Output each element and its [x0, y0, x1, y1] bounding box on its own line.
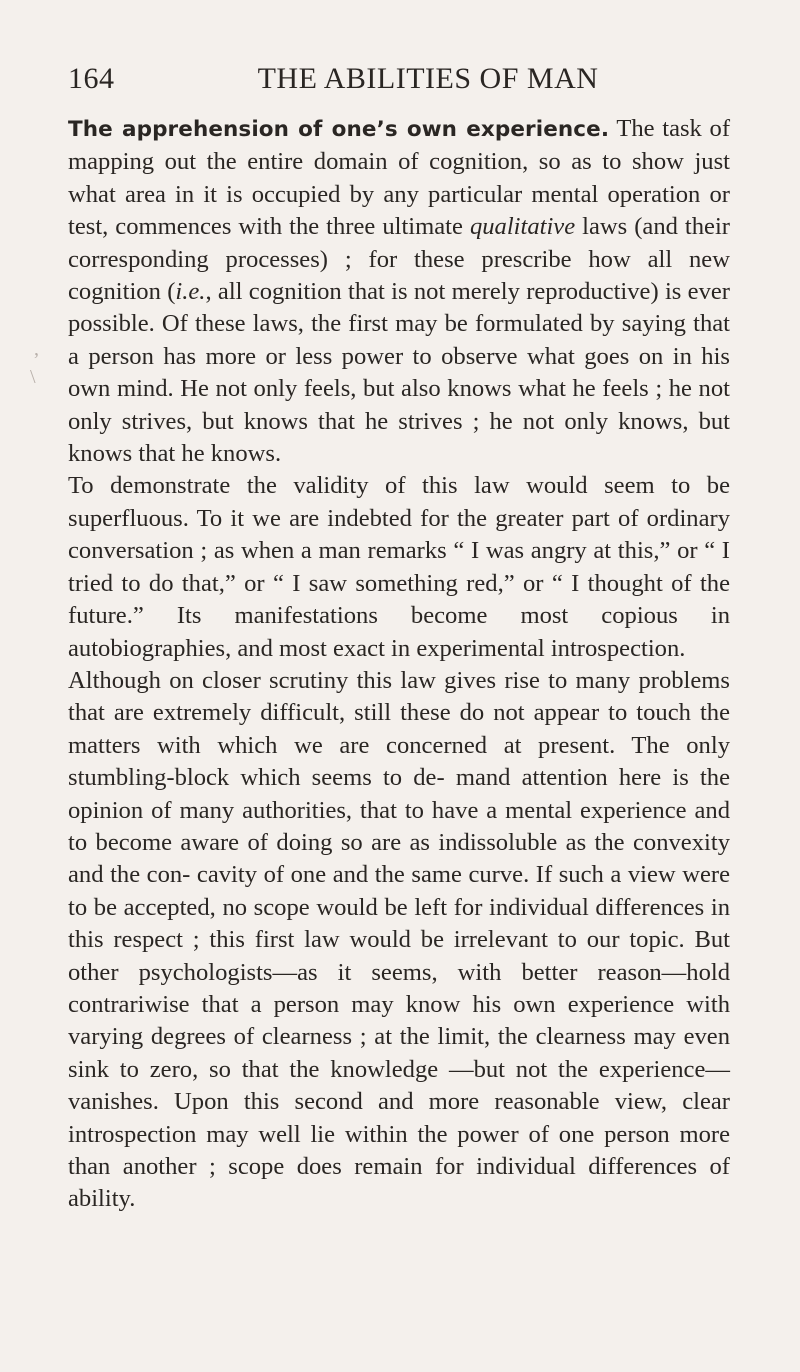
paragraph-text: , all cognition that is not merely reproductive) is ever possible. Of these laws, the first may be formulated by saying that a person has more or less power to observe what goes on in his own mind. He not only feels, but also knows what he feels ; he not only strives, but knows that he strives ; he not only knows, but knows that he knows. [68, 278, 730, 468]
page-number: 164 [68, 62, 115, 95]
paragraph-text: The task of mapping out the entire domain of cognition, so as to show just what area in it is occupied by any particular mental operation or test, commences with the three ultimate [68, 115, 731, 241]
italic-term: qualitative [469, 213, 576, 241]
page-header [68, 62, 730, 102]
running-head: THE ABILITIES OF MAN [257, 62, 599, 95]
paragraph-3: Although on closer scrutiny this law gives rise to many problems that are extremely difficult, still these do not appear to touch the matters with which we are concerned at present. The only stumbling-block which seems to de- mand attention here is the opinion of many authorities, that to have a mental experience and to become aware of doing so are as indissoluble as the convexity and the con- cavity of one and the same curve. If such a view were to be accepted, no scope would be left for individual differences in this respect ; this first law would be irrelevant to our topic. But other psychologists—as it seems, with better reason—hold contrariwise that a person may know his own experience with varying degrees of clearness ; at the limit, the clearness may even sink to zero, so that the knowledge —but not the experience—vanishes. Upon this second and more reasonable view, clear introspection may well lie within the power of one person more than another ; scope does remain for individual differences of ability. [68, 666, 730, 1213]
paragraph-text: laws (and their corresponding processes) ; for these prescribe how all new cognition ( [68, 213, 730, 306]
margin-pencil-mark: , [34, 338, 39, 360]
margin-pencil-mark: \ [30, 366, 36, 388]
section-lead-heading: The apprehension of one’s own experience. [68, 117, 610, 142]
paragraph-2: To demonstrate the validity of this law would seem to be superfluous. To it we are indebted for the greater part of ordinary conversation ; as when a man remarks “ I was angry at this,” or “ I tried to do that,” or “ I saw something red,” or “ I thought of the future.” Its manifestations become most copious in autobiographies, and most exact in experimental introspection. [68, 472, 730, 662]
body-text [68, 113, 730, 1216]
paragraph-1 [68, 113, 730, 470]
italic-abbreviation: i.e. [175, 278, 206, 306]
